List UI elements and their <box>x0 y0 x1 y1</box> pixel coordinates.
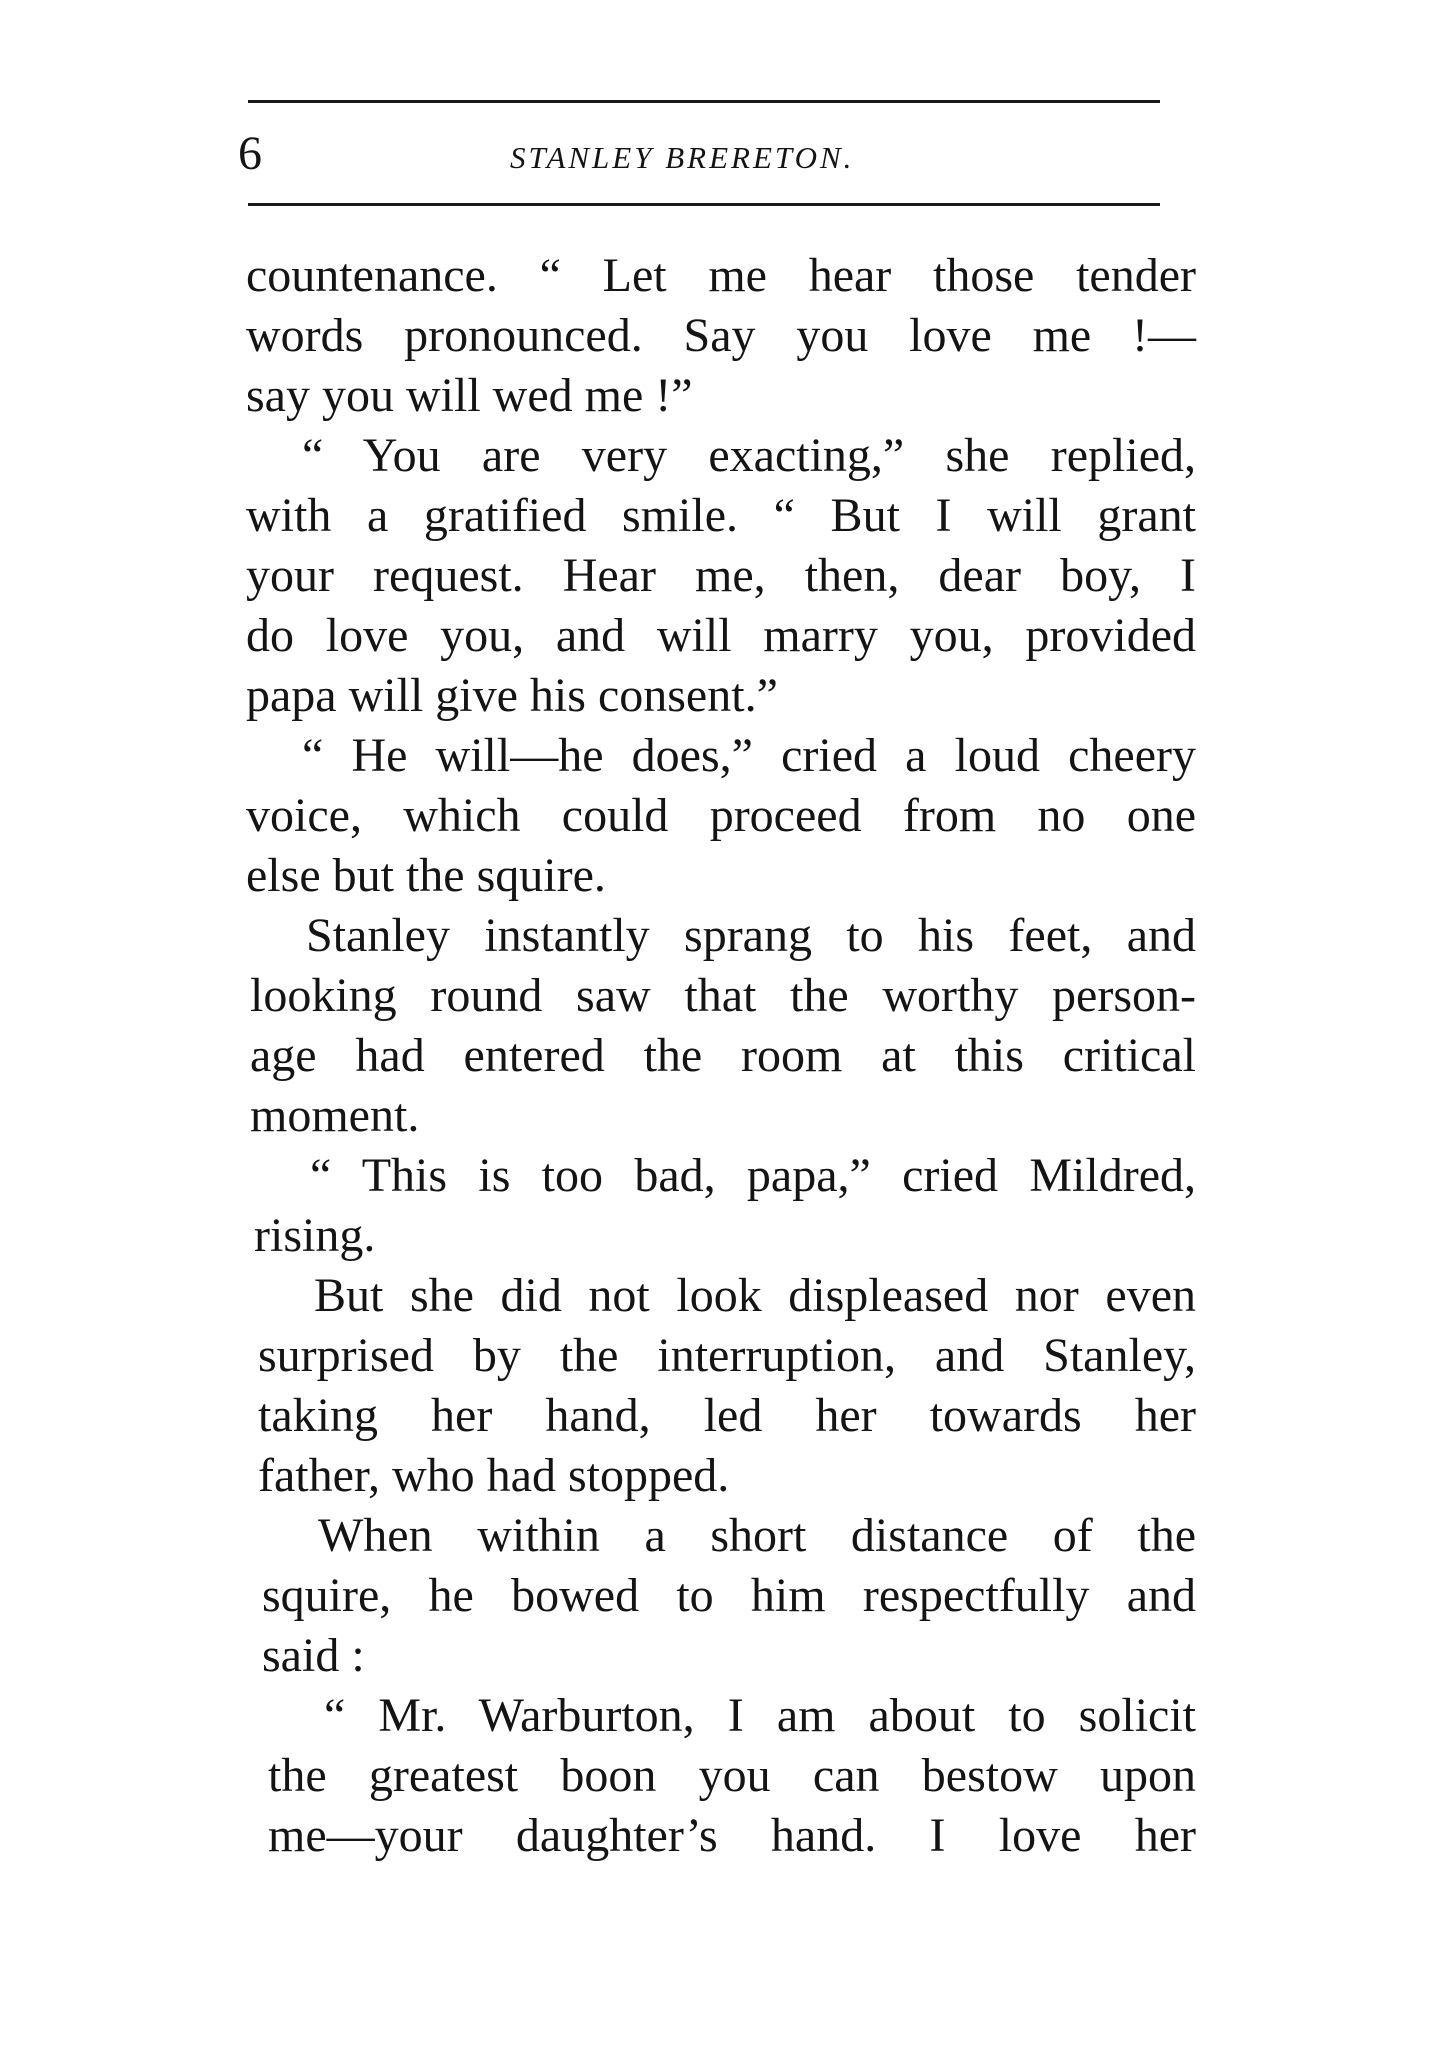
text-line: rising. <box>254 1209 376 1262</box>
text-line: Stanley instantly sprang to his feet, and <box>306 909 1196 962</box>
text-line: “ This is too bad, papa,” cried Mildred, <box>310 1149 1196 1202</box>
text-line: surprised by the interruption, and Stanley, <box>258 1329 1196 1382</box>
header-top-rule <box>248 100 1160 103</box>
text-line: the greatest boon you can bestow upon <box>268 1749 1196 1802</box>
header-bottom-rule <box>248 203 1160 206</box>
text-line: with a gratified smile. “ But I will grant <box>246 489 1196 542</box>
text-line: countenance. “ Let me hear those tender <box>246 249 1196 302</box>
text-line: moment. <box>250 1089 420 1142</box>
text-line: “ He will—he does,” cried a loud cheery <box>302 729 1196 782</box>
text-line: “ Mr. Warburton, I am about to solicit <box>324 1689 1196 1742</box>
body-text <box>246 246 1196 1866</box>
text-line: squire, he bowed to him respectfully and <box>262 1569 1196 1622</box>
text-line: papa will give his consent.” <box>246 669 778 722</box>
text-line: But she did not look displeased nor even <box>314 1269 1196 1322</box>
text-line: say you will wed me !” <box>246 369 693 422</box>
text-line: do love you, and will marry you, provided <box>246 609 1196 662</box>
text-line: “ You are very exacting,” she replied, <box>302 429 1196 482</box>
running-title: STANLEY BRERETON. <box>510 140 855 175</box>
text-line: taking her hand, led her towards her <box>258 1389 1196 1442</box>
text-line: your request. Hear me, then, dear boy, I <box>246 549 1196 602</box>
text-line: else but the squire. <box>246 849 606 902</box>
text-line: voice, which could proceed from no one <box>246 789 1196 842</box>
text-line: said : <box>262 1629 365 1682</box>
text-line: father, who had stopped. <box>258 1449 730 1502</box>
text-line: me—your daughter’s hand. I love her <box>268 1809 1196 1862</box>
text-line: looking round saw that the worthy person- <box>250 969 1196 1022</box>
text-line: age had entered the room at this critical <box>250 1029 1196 1082</box>
text-line: When within a short distance of the <box>318 1509 1196 1562</box>
page-number: 6 <box>238 127 262 180</box>
text-line: words pronounced. Say you love me !— <box>246 309 1196 362</box>
